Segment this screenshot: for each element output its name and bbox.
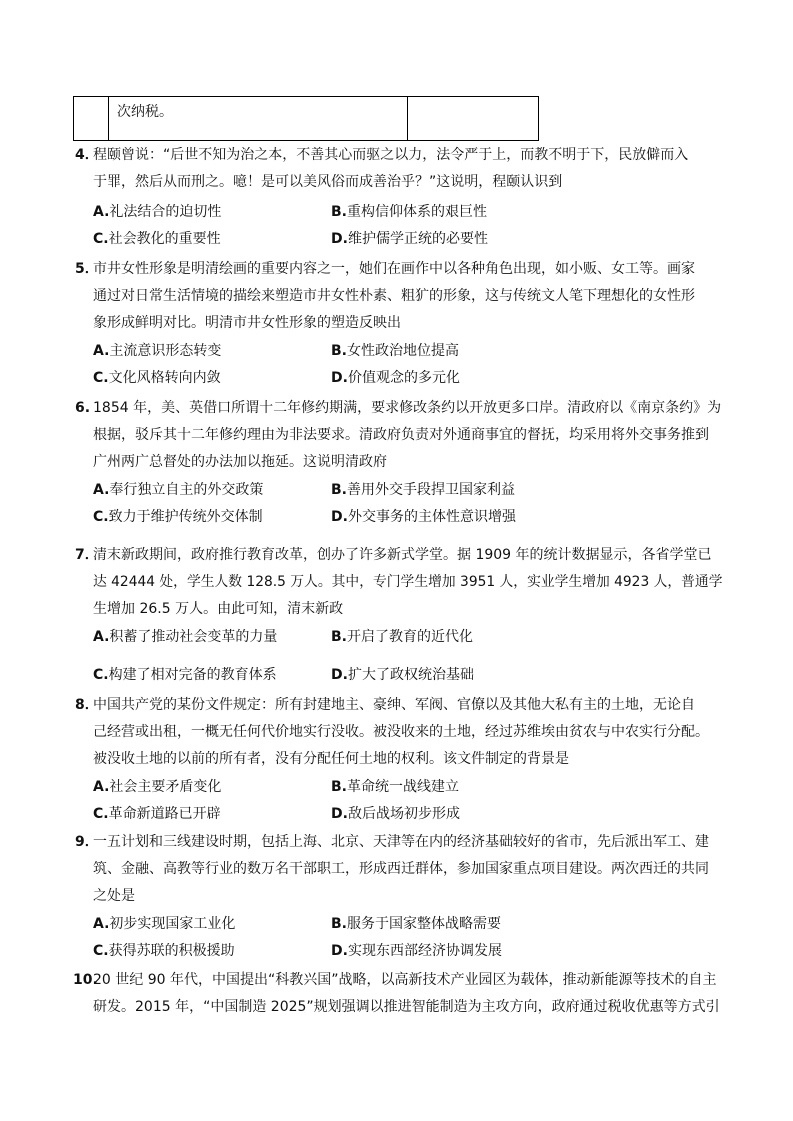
option-b [331,778,459,796]
option-letter: D. [331,509,348,525]
option-c [93,805,221,823]
option-letter: B. [331,629,347,645]
option-letter: A. [93,916,110,932]
option-letter: C. [93,943,109,959]
option-text: 奉行独立自主的外交政策 [109,482,264,498]
option-b [331,203,487,221]
option-letter: B. [331,343,347,359]
question-text-line: 市井女性形象是明清绘画的重要内容之一，她们在画作中以各种角色出现，如小贩、女工等。画家 [93,261,695,277]
question-text-line: 于罪，然后从而刑之。噫！是可以美风俗而成善治乎？”这说明，程颐认识到 [93,174,563,190]
option-a [93,778,221,796]
question-text-line: 被没收土地的以前的所有者，没有分配任何土地的权利。该文件制定的背景是 [93,751,569,767]
option-letter: A. [93,343,110,359]
option-a [93,628,277,646]
option-d [331,230,488,248]
option-a [93,342,221,360]
option-text: 扩大了政权统治基础 [347,667,474,683]
question-text-line: 20 世纪 90 年代，中国提出“科教兴国”战略，以高新技术产业园区为载体，推动新能源等技术的自主 [93,972,717,988]
option-text: 开启了教育的近代化 [347,629,473,645]
option-letter: B. [331,779,347,795]
option-letter: C. [93,667,109,683]
question-text-line: 程颐曾说：“后世不知为治之本，不善其心而驱之以力，法令严于上，而教不明于下，民放僻而入 [93,147,689,163]
question-text-line: 达 42444 处，学生人数 128.5 万人。其中，专门学生增加 3951 人，实业学生增加 4923 人，普通学 [93,574,723,590]
question-text-line: 一五计划和三线建设时期，包括上海、北京、天津等在内的经济基础较好的省市，先后派出军工、建 [93,834,709,850]
question-text-line: 筑、金融、高教等行业的数万名干部职工，形成西迁群体，参加国家重点项目建设。两次西迁的共同 [93,861,709,877]
option-c [93,230,221,248]
question-text-line: 广州两广总督处的办法加以拖延。这说明清政府 [93,454,387,470]
option-letter: A. [93,482,110,498]
option-text: 获得苏联的积极援助 [108,943,235,959]
option-text: 革命新道路已开辟 [108,806,221,822]
option-letter: C. [93,370,109,386]
table-cell-empty [408,97,539,141]
option-a [93,481,263,499]
table-fragment [73,96,539,141]
option-letter: C. [93,509,109,525]
option-a [93,203,221,221]
question-text-line: 生增加 26.5 万人。由此可知，清末新政 [93,601,344,617]
option-letter: D. [331,943,348,959]
question-number: 4． [75,147,99,163]
option-letter: D. [331,806,348,822]
option-b [331,481,515,499]
option-letter: C. [93,231,109,247]
option-letter: D. [331,231,348,247]
option-text: 革命统一战线建立 [347,779,459,795]
option-b [331,342,459,360]
option-letter: B. [331,204,347,220]
question-number: 6. [75,400,91,416]
option-text: 实现东西部经济协调发展 [347,943,502,959]
option-text: 敌后战场初步形成 [347,806,460,822]
question-number: 5． [75,261,99,277]
question-number: 8． [75,697,99,713]
option-letter: B. [331,482,347,498]
option-letter: D. [331,667,348,683]
option-text: 初步实现国家工业化 [109,916,236,932]
table-cell-empty [74,97,109,141]
option-b [331,915,501,933]
option-letter: A. [93,629,110,645]
question-number: 7． [75,547,99,563]
option-d [331,942,502,960]
option-text: 维护儒学正统的必要性 [347,231,488,247]
option-text: 构建了相对完备的教育体系 [108,667,277,683]
option-text: 外交事务的主体性意识增强 [347,509,516,525]
option-text: 礼法结合的迫切性 [109,204,222,220]
option-letter: A. [93,204,110,220]
table-cell-text: 次纳税。 [109,97,408,141]
question-text-line: 研发。2015 年，“中国制造 2025”规划强调以推进智能制造为主攻方向，政府通过税收优惠等方式引 [93,999,720,1015]
question-text-line: 象形成鲜明对比。明清市井女性形象的塑造反映出 [93,315,401,331]
question-text-line: 清末新政期间，政府推行教育改革，创办了许多新式学堂。据 1909 年的统计数据显示，各省学堂已 [93,547,712,563]
option-letter: B. [331,916,347,932]
option-c [93,508,263,526]
question-text-line: 己经营或出租，一概无任何代价地实行没收。被没收来的土地，经过苏维埃由贫农与中农实行分配。 [93,724,709,740]
question-number: 10. [73,972,98,988]
option-text: 文化风格转向内敛 [108,370,221,386]
option-text: 主流意识形态转变 [109,343,222,359]
option-text: 积蓄了推动社会变革的力量 [109,629,278,645]
question-text-line: 通过对日常生活情境的描绘来塑造市井女性朴素、粗犷的形象，这与传统文人笔下理想化的女性形 [93,288,695,304]
option-c [93,942,235,960]
question-text-line: 1854 年，美、英借口所谓十二年修约期满，要求修改条约以开放更多口岸。清政府以《南京条约》为 [93,400,722,416]
option-c [93,369,221,387]
option-d [331,369,460,387]
option-letter: D. [331,370,348,386]
option-text: 社会教化的重要性 [108,231,221,247]
option-b [331,628,473,646]
question-number: 9． [75,834,99,850]
option-letter: C. [93,806,109,822]
option-text: 服务于国家整体战略需要 [347,916,501,932]
option-text: 价值观念的多元化 [347,370,460,386]
question-text-line: 中国共产党的某份文件规定：所有封建地主、豪绅、军阀、官僚以及其他大私有主的土地，无论自 [93,697,695,713]
question-text-line: 之处是 [93,888,135,904]
option-d [331,805,460,823]
option-text: 致力于维护传统外交体制 [108,509,263,525]
option-letter: A. [93,779,110,795]
option-d [331,666,474,684]
option-text: 善用外交手段捍卫国家利益 [347,482,515,498]
option-d [331,508,516,526]
option-text: 社会主要矛盾变化 [109,779,222,795]
question-text-line: 根据，驳斥其十二年修约理由为非法要求。清政府负责对外通商事宜的督抚，均采用将外交事务推到 [93,427,709,443]
option-a [93,915,235,933]
option-text: 重构信仰体系的艰巨性 [347,204,487,220]
option-text: 女性政治地位提高 [347,343,459,359]
option-c [93,666,277,684]
